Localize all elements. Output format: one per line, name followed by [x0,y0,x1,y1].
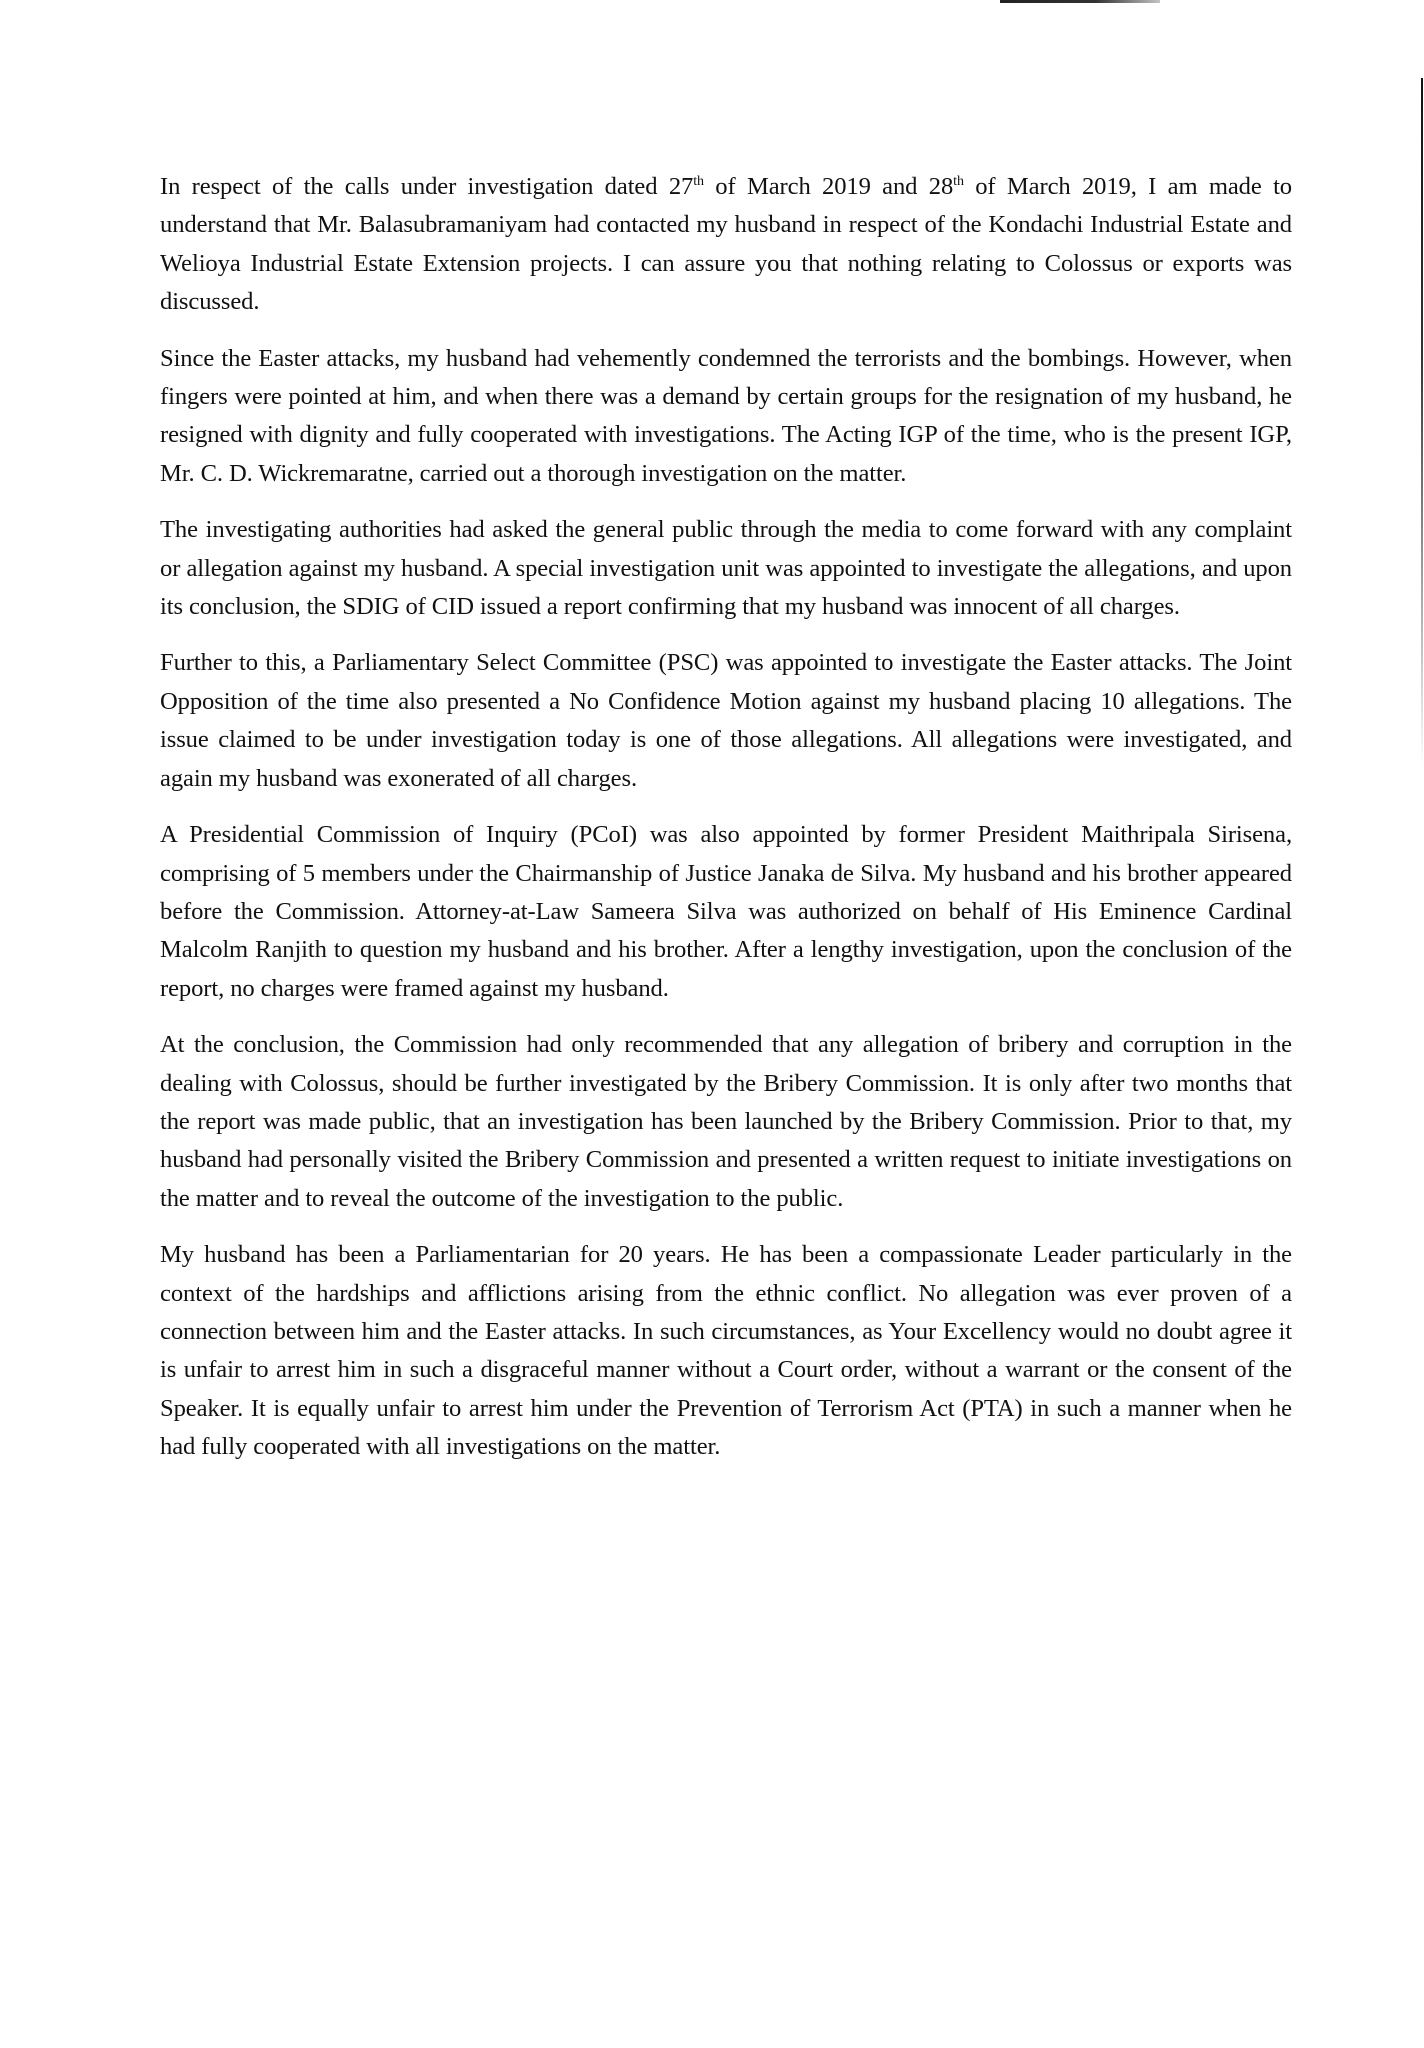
paragraph-parliamentary-select-committee: Further to this, a Parliamentary Select Committee (PSC) was appointed to investigate the Easter attacks. The Joint Opposition of the time also presented a No Confidence Motion against my husband placing 10 allegations. The issue claimed to be under investigation today is one of those allegations. All allegations were investigated, and again my husband was exonerated of all charges. [160,649,1292,792]
paragraph-text: In respect of the calls under investigation dated 27 [160,173,694,200]
paragraph-presidential-commission: A Presidential Commission of Inquiry (PCoI) was also appointed by former President Maithripala Sirisena, comprising of 5 members under the Chairmanship of Justice Janaka de Silva. My husband and his brother appeared before the Commission. Attorney-at-Law Sameera Silva was authorized on behalf of His Eminence Cardinal Malcolm Ranjith to question my husband and his brother. After a lengthy investigation, upon the conclusion of the report, no charges were framed against my husband. [160,821,1292,1002]
paragraph-easter-attacks-resignation: Since the Easter attacks, my husband had vehemently condemned the terrorists and the bombings. However, when fingers were pointed at him, and when there was a demand by certain groups for the resignation of my husband, he resigned with dignity and fully cooperated with investigations. The Acting IGP of the time, who is the present IGP, Mr. C. D. Wickremaratne, carried out a thorough investigation on the matter. [160,344,1292,487]
letter-body [160,168,1292,1485]
scan-artifact-right-edge [1421,78,1423,768]
ordinal-suffix: th [953,173,964,189]
paragraph-parliamentarian-20-years: My husband has been a Parliamentarian for 20 years. He has been a compassionate Leader particularly in the context of the hardships and afflictions arising from the ethnic conflict. No allegation was ever proven of a connection between him and the Easter attacks. In such circumstances, as Your Excellency would no doubt agree it is unfair to arrest him in such a disgraceful manner without a Court order, without a warrant or the consent of the Speaker. It is equally unfair to arrest him under the Prevention of Terrorism Act (PTA) in such a manner when he had fully cooperated with all investigations on the matter. [160,1241,1292,1461]
paragraph-bribery-commission: At the conclusion, the Commission had only recommended that any allegation of bribery and corruption in the dealing with Colossus, should be further investigated by the Bribery Commission. It is only after two months that the report was made public, that an investigation has been launched by the Bribery Commission. Prior to that, my husband had personally visited the Bribery Commission and presented a written request to initiate investigations on the matter and to reveal the outcome of the investigation to the public. [160,1031,1292,1212]
paragraph-text: of March 2019, I am made to understand that Mr. Balasubramaniyam had contacted my husband in respect of the Kondachi Industrial Estate and Welioya Industrial Estate Extension projects. I can assure you that nothing relating to Colossus or exports was discussed. [160,173,1293,316]
scan-artifact-top-line [1000,0,1160,3]
ordinal-suffix: th [693,173,704,189]
paragraph-text: of March 2019 and 28 [703,173,954,200]
paragraph-calls-under-investigation [160,168,1292,322]
paragraph-special-investigation-unit: The investigating authorities had asked the general public through the media to come forward with any complaint or allegation against my husband. A special investigation unit was appointed to investigate the allegations, and upon its conclusion, the SDIG of CID issued a report confirming that my husband was innocent of all charges. [160,516,1292,621]
